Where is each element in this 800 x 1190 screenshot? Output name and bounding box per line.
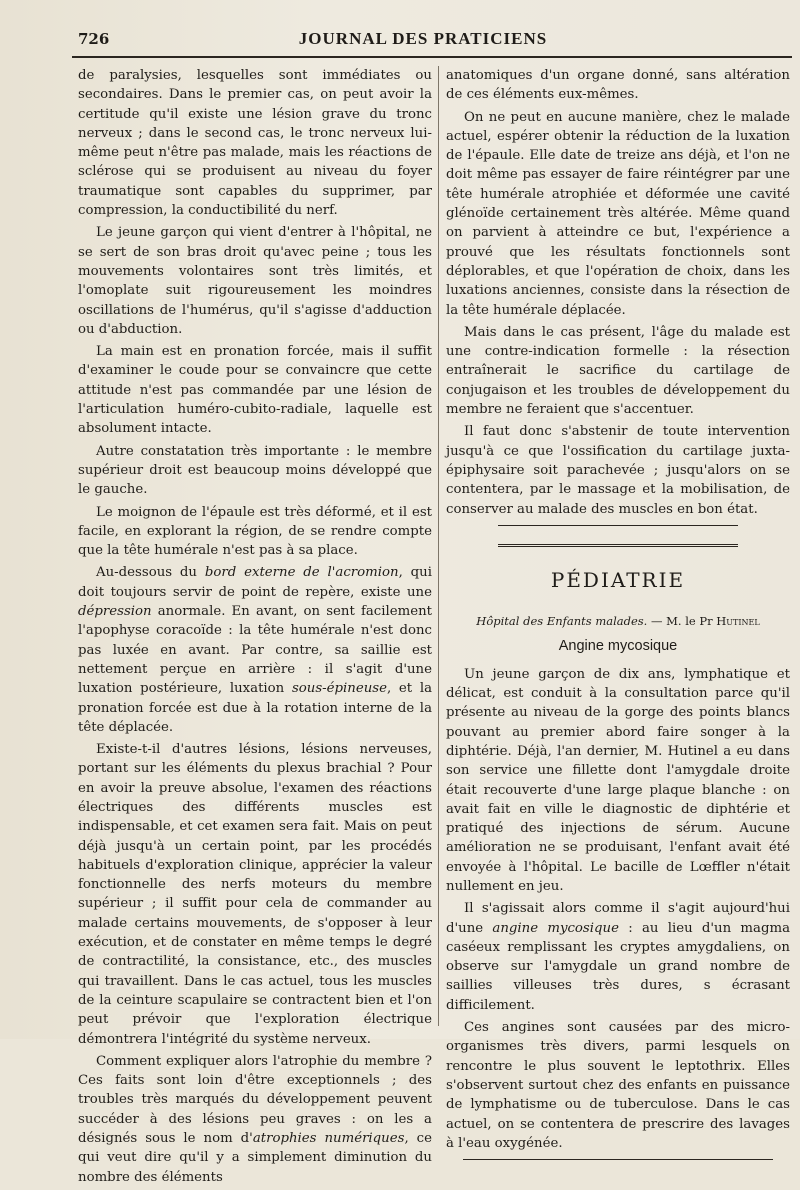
italic-text: dépression bbox=[78, 604, 152, 620]
paragraph: de paralysies, lesquelles sont immédiates ou secondaires. Dans le premier cas, on peut avoir la certitude qu'il existe une lésion grave du tronc nerveux ; dans le second cas, le tronc nerveux lui-même peut n'être pas malade, mais les réactions de sclérose qui se produisent au niveau du foyer traumatique sont capables du supprimer, par compression, la conductibilité du nerf. bbox=[78, 68, 432, 219]
page-header bbox=[78, 26, 768, 54]
italic-text: atrophies numériques bbox=[252, 1131, 405, 1147]
paragraph: La main est en pronation forcée, mais il suffit d'examiner le coude pour se convaincre que cette attitude n'est pas commandée par une lésion de l'articulation huméro-cubito-radiale, laquelle est absolument intacte. bbox=[78, 344, 432, 437]
paragraph: Ces angines sont causées par des micro-organismes très divers, parmi lesquels on rencontre le plus souvent le leptothrix. Elles s'observent surtout chez des enfants en puissance de lymphatisme ou de tuberculose. Dans le cas actuel, on se contentera de prescrire des lavages à l'eau oxygénée. bbox=[446, 1020, 790, 1151]
paragraph: anatomiques d'un organe donné, sans altération de ces éléments eux-mêmes. bbox=[446, 68, 790, 103]
paragraph: On ne peut en aucune manière, chez le malade actuel, espérer obtenir la réduction de la luxation de l'épaule. Elle date de treize ans déjà, et l'on ne doit même pas essayer de faire réintégrer par une tête humérale atrophiée et déformée une cavité glénoïde certainement très altérée. Même quand on parvient à atteindre ce but, l'expérience a prouvé que les résultats fonctionnels sont déplorables, et que l'opération de choix, dans les luxations anciennes, consiste dans la résection de la tête humérale déplacée. bbox=[446, 109, 790, 318]
text-run: — M. le Pr bbox=[647, 614, 717, 629]
italic-text: bord externe de l'acromion bbox=[204, 565, 399, 581]
page-number: 726 bbox=[78, 30, 110, 48]
section-title: PÉDIATRIE bbox=[550, 567, 686, 592]
paragraph: Le moignon de l'épaule est très déformé, et il est facile, en explorant la région, de se rendre compte que la tête humérale n'est pas à sa place. bbox=[78, 504, 432, 559]
paragraph: Existe-t-il d'autres lésions, lésions nerveuses, portant sur les éléments du plexus brachial ? Pour en avoir la preuve absolue, l'examen des réactions électriques des différents muscles est indispensable, et cet examen sera fait. Mais on peut déjà jusqu'à un certain point, par les procédés habituels d'exploration clinique, apprécier la valeur fonctionnelle des nerfs moteurs du membre supérieur ; il suffit pour cela de commander au malade certains mouvements, de s'opposer à leur exécution, et de constater en même temps le degré de contractilité, la consistance, etc., des muscles qui travaillent. Dans le cas actuel, tous les muscles de la ceinture scapulaire se contractent bien et l'on peut prévoir que l'exploration électrique démontrera l'intégrité du système nerveux. bbox=[78, 742, 432, 1047]
paragraph: Le jeune garçon qui vient d'entrer à l'hôpital, ne se sert de son bras droit qu'avec peine ; tous les mouvements volontaires sont très limités, et l'omoplate suit rigoureusement les moindres oscillations de l'humérus, qu'il s'agisse d'adduction ou d'abduction. bbox=[78, 225, 432, 337]
text-run: : au lieu d'un magma caséeux remplissant les cryptes amygdaliens, on observe sur l'amygdale un grand nombre de saillies villeuses très dures, s écrasant difficilement. bbox=[446, 920, 791, 1013]
text-run: anormale. En avant, on sent facilement l'apophyse coracoïde : la tête humérale n'est donc pas luxée en avant. Par contre, sa saillie est nettement perçue en arrière : il s'agit d'une luxation postérieure, luxation bbox=[78, 604, 432, 697]
paragraph: Il faut donc s'abstenir de toute intervention jusqu'à ce que l'ossification du cartilage juxta-épiphysaire soit parachevée ; jusqu'alors on se contentera, par le massage et la mobilisation, de conserver au malade des muscles en bon état. bbox=[446, 424, 790, 517]
paragraph: Autre constatation très importante : le membre supérieur droit est beaucoup moins développé que le gauche. bbox=[78, 443, 432, 498]
author-name: Hutinel bbox=[716, 614, 760, 629]
paragraph bbox=[446, 899, 790, 1015]
text-run: , qui doit toujours servir de point de repère, existe une bbox=[78, 565, 432, 600]
right-column bbox=[446, 66, 790, 1160]
text-run: Il s'agissait alors comme il s'agit aujourd'hui d'une bbox=[446, 901, 790, 936]
text-run: , et la pronation forcée est due à la rotation interne de la tête déplacée. bbox=[78, 681, 433, 735]
hospital-name: Hôpital des Enfants malades. bbox=[476, 614, 648, 629]
italic-text: angine mycosique bbox=[492, 920, 619, 936]
article-title: Angine mycosique bbox=[558, 638, 678, 655]
hospital-line bbox=[446, 612, 790, 631]
paragraph: Mais dans le cas présent, l'âge du malade est une contre-indication formelle : la résection entraînerait le sacrifice du cartilage de conjugaison et les troubles de développement du membre ne feraient que s'accentuer. bbox=[446, 324, 790, 418]
section-double-rule bbox=[498, 544, 738, 549]
section-rule bbox=[498, 525, 738, 526]
journal-title: JOURNAL DES PRATICIENS bbox=[298, 29, 548, 48]
left-column bbox=[78, 66, 432, 1190]
column-divider bbox=[438, 66, 439, 1026]
italic-text: sous-épineuse bbox=[291, 681, 387, 697]
text-run: , ce qui veut dire qu'il y a simplement diminution du nombre des éléments bbox=[78, 1131, 432, 1185]
paragraph bbox=[78, 1052, 432, 1187]
article-end-rule bbox=[463, 1159, 773, 1160]
paragraph: Un jeune garçon de dix ans, lymphatique et délicat, est conduit à la consultation parce qu'il présente au niveau de la gorge des points blancs pouvant au premier abord faire songer à la diphtérie. Déjà, l'an dernier, M. Hutinel a eu dans son service une fillette dont l'amygdale droite était recouverte d'une large plaque blanche : on avait fait en ville le diagnostic de diphtérie et pratiqué des injections de sérum. Aucune amélioration ne se produisant, l'enfant avait été envoyée à l'hôpital. Le bacille de Lœffler n'était nullement en jeu. bbox=[446, 666, 790, 894]
paragraph bbox=[78, 563, 432, 737]
text-run: Au-dessous du bbox=[96, 565, 205, 581]
header-rule bbox=[72, 56, 792, 58]
text-run: Comment expliquer alors l'atrophie du membre ? Ces faits sont loin d'être exceptionnels ; des troubles très marqués du développement peuvent succéder à des lésions peu graves : on les a désignés sous le nom d' bbox=[78, 1053, 432, 1147]
